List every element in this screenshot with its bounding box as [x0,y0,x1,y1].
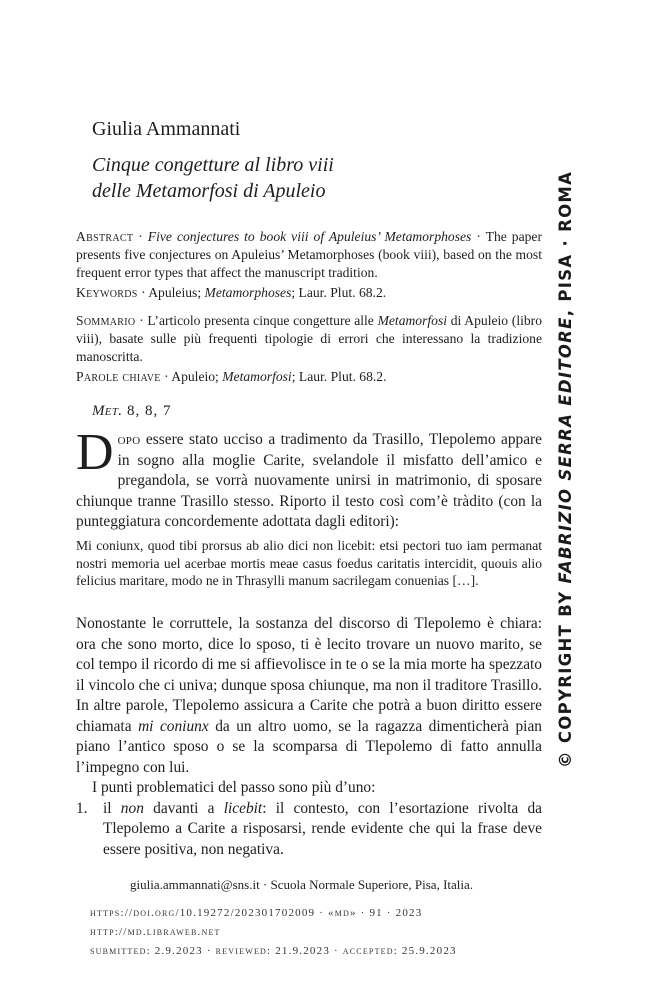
abstract-label: Abstract [76,229,134,244]
item-1-part-e: : il contesto, con l’esortazione rivolta da Tlepolemo a Carite a risposarsi, rende evidente che qui la frase deve essere positiva, non negativa. [103,799,542,858]
title-line-1: Cinque congetture al libro viii [92,154,334,176]
copyright-publisher: FABRIZIO SERRA EDITORE [556,316,575,584]
keywords-part-c: ; Laur. Plut. 68.2. [291,285,387,300]
item-1-part-c: davanti a [143,799,224,817]
sommario-part-b: Metamorfosi [377,313,448,328]
abstract-block [76,228,542,302]
drop-cap: D [76,424,114,481]
paragraph-2 [76,614,542,778]
copyright-part-c: , PISA · ROMA [556,170,575,317]
paragraph-3: I punti problematici del passo sono più d’uno: [92,779,376,796]
item-1-part-d: licebit [223,799,263,817]
abstract-body: · The paper presents five conjectures on Apuleius’ Metamorphoses (book viii), based on the most frequent error types that affect the manuscript tradition. [76,229,542,280]
article-title [92,152,334,204]
paragraph-2-part-b: mi coniunx [138,717,209,735]
sommario-block [76,312,542,386]
keywords-part-a: · Apuleius; [137,285,205,300]
parole-part-b: Metamorfosi [222,369,292,384]
website-line: http://md.libraweb.net [90,926,221,938]
parole-part-a: · Apuleio; [160,369,223,384]
author-name: Giulia Ammannati [92,118,241,140]
sommario-text [76,312,542,366]
section-heading [92,403,172,420]
item-1-part-a: il [103,799,121,817]
list-item-1 [76,799,542,861]
keywords-part-b: Metamorphoses [204,285,292,300]
paragraph-1 [76,424,542,533]
abstract-text [76,228,542,282]
section-ref: 8, 8, 7 [122,403,172,419]
latin-quotation: Mi coniunx, quod tibi prorsus ab alio dici non licebit: etsi pectori tuo iam permanat nostri memoria uel acerbae mortis meae casus foedus caritatis intercidit, quouis alio felicius maritare, modo ne in Thrasylli manum sacrilegam conuenias […]. [76,538,542,588]
copyright-sidebar [556,171,575,768]
title-line-2: delle Metamorfosi di Apuleio [92,180,326,202]
abstract-keywords [76,284,542,302]
opening-smallcaps: opo [117,431,141,448]
section-label: Met. [92,403,123,419]
sommario-keywords [76,368,542,386]
body-continuation [76,614,542,860]
keywords-label: Keywords [76,285,138,300]
item-1-part-b: non [120,799,144,817]
abstract-sep: · [133,229,148,244]
sommario-part-c: di Apuleio (libro viii), basate sulle più frequenti tipologie di errori che interessano la tradizione manoscritta. [76,313,543,364]
sommario-part-a: · L’articolo presenta cinque congetture alle [135,313,378,328]
parole-part-c: ; Laur. Plut. 68.2. [291,369,387,384]
author-affiliation: giulia.ammannati@sns.it · Scuola Normale Superiore, Pisa, Italia. [130,877,474,892]
doi-line: https://doi.org/10.19272/202301702009 · «md» · 91 · 2023 [90,907,423,919]
parole-chiave-label: Parole chiave [76,369,161,384]
paragraph-2-part-a: Nonostante le corruttele, la sostanza del discorso di Tlepolemo è chiara: ora che sono morto, dice lo sposo, ti è lecito trovare un nuovo marito, se col tempo il ricordo di me si affievolisce in te o se la mia morte ha spezzato il vincolo che ci univa; dunque sposa chiunque, ma non il traditore Trasillo. In altre parole, Tlepolemo assicura a Carite che potrà a buon diritto essere chiamata [76,615,542,735]
abstract-english-title: Five conjectures to book viii of Apuleius’ Metamorphoses [147,229,472,244]
paragraph-2-part-c: da un altro uomo, se la ragazza dimenticherà pian piano l’antico sposo o se la scomparsa di Tlepolemo di fatto annulla l’impegno con lui. [76,717,542,776]
sommario-label: Sommario [76,313,136,328]
copyright-part-a: © COPYRIGHT BY [556,583,575,768]
paragraph-1-text: essere stato ucciso a tradimento da Trasillo, Tlepolemo appare in sogno alla moglie Carite, svelandole il misfatto dell’amico e pregandola, se vorrà nuovamente unirsi in matrimonio, di sposare chiunque tranne Trasillo stesso. Riporto il testo così com’è tràdito (con la punteggiatura concordemente adottata dagli editori): [76,431,542,530]
list-number: 1. [76,799,88,817]
submission-dates: submitted: 2.9.2023 · reviewed: 21.9.2023 · accepted: 25.9.2023 [90,945,457,957]
